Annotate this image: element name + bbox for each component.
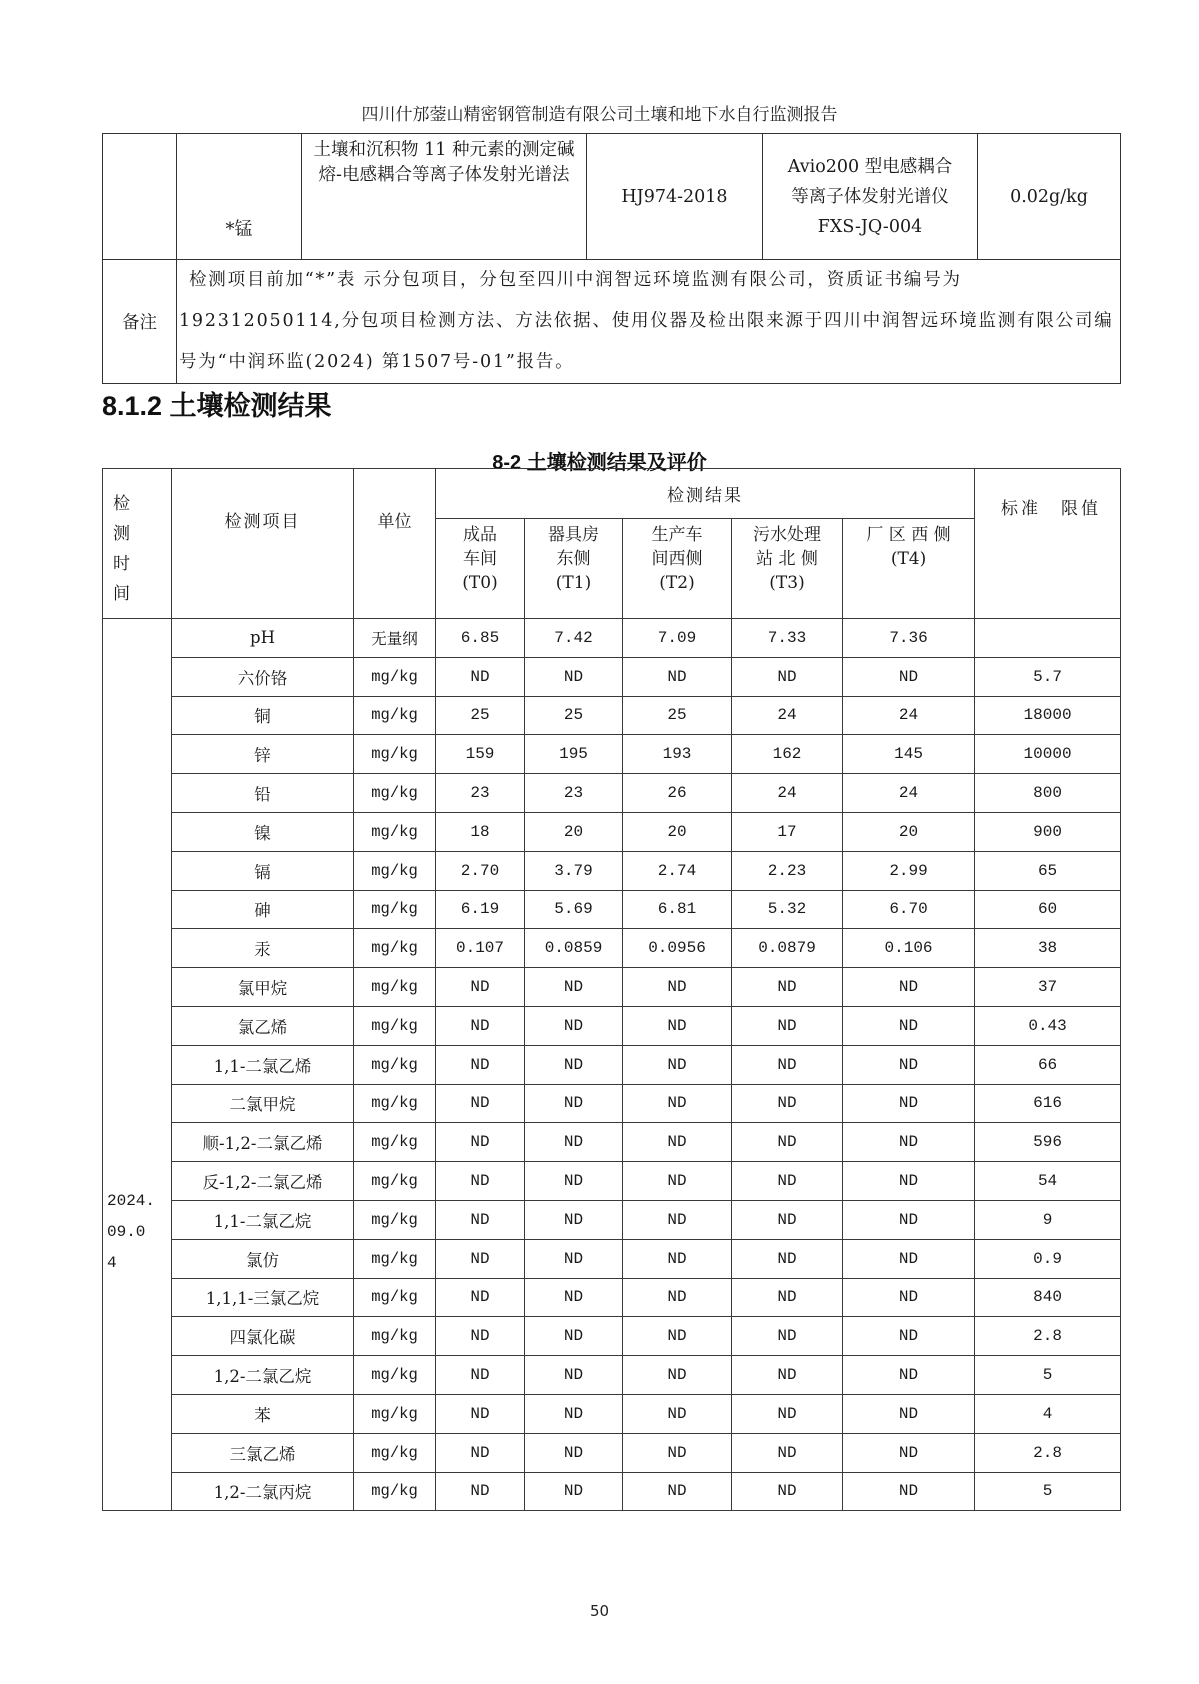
standard-value: 37	[975, 968, 1121, 1007]
note-text	[177, 260, 1121, 384]
result-value: 6.85	[436, 619, 525, 658]
item-unit: mg/kg	[354, 1200, 436, 1239]
result-value: 0.0956	[623, 929, 732, 968]
result-value: 159	[436, 735, 525, 774]
result-value: ND	[623, 1394, 732, 1433]
result-value: 25	[436, 696, 525, 735]
item-unit: mg/kg	[354, 1472, 436, 1511]
result-value: 24	[732, 696, 843, 735]
result-value: 23	[525, 774, 623, 813]
result-value: 5.69	[525, 890, 623, 929]
table-row	[103, 812, 1121, 851]
result-value: 2.70	[436, 851, 525, 890]
result-value: 26	[623, 774, 732, 813]
result-value: 2.99	[843, 851, 975, 890]
table-row	[103, 1472, 1121, 1511]
header-row	[103, 469, 1121, 519]
result-value: 7.36	[843, 619, 975, 658]
result-value: 7.09	[623, 619, 732, 658]
method-instrument	[763, 134, 978, 260]
table-row	[103, 1394, 1121, 1433]
item-unit: mg/kg	[354, 1006, 436, 1045]
result-value: ND	[525, 1278, 623, 1317]
header-site-code: (T1)	[555, 573, 592, 593]
standard-value: 840	[975, 1278, 1121, 1317]
item-name: 苯	[172, 1394, 354, 1433]
result-value: 0.0879	[732, 929, 843, 968]
result-value: 193	[623, 735, 732, 774]
header-date-char: 检	[113, 494, 130, 514]
table-row	[103, 851, 1121, 890]
result-value: 162	[732, 735, 843, 774]
item-unit: mg/kg	[354, 812, 436, 851]
result-value: 2.23	[732, 851, 843, 890]
standard-value: 5	[975, 1472, 1121, 1511]
standard-value: 800	[975, 774, 1121, 813]
result-value: ND	[732, 1200, 843, 1239]
result-value: ND	[843, 1084, 975, 1123]
result-value: ND	[436, 968, 525, 1007]
result-value: ND	[436, 1045, 525, 1084]
item-name: 二氯甲烷	[172, 1084, 354, 1123]
result-value: ND	[525, 968, 623, 1007]
result-value: ND	[843, 1394, 975, 1433]
result-value: ND	[436, 1006, 525, 1045]
result-value: ND	[436, 657, 525, 696]
table-row	[103, 1317, 1121, 1356]
header-site-code: (T3)	[769, 573, 805, 593]
result-value: ND	[843, 968, 975, 1007]
header-site-line1: 成品	[463, 525, 497, 545]
page-header: 四川什邡蓥山精密钢管制造有限公司土壤和地下水自行监测报告	[361, 105, 838, 125]
result-value: ND	[623, 1356, 732, 1395]
standard-value: 5	[975, 1356, 1121, 1395]
empty-cell	[103, 134, 177, 260]
result-value: ND	[732, 1239, 843, 1278]
header-site	[732, 519, 843, 619]
result-value: ND	[525, 1239, 623, 1278]
result-value: ND	[843, 1356, 975, 1395]
item-name: 1,2-二氯丙烷	[172, 1472, 354, 1511]
result-value: ND	[623, 1433, 732, 1472]
item-name: 反-1,2-二氯乙烯	[172, 1162, 354, 1201]
item-unit: 无量纲	[354, 619, 436, 658]
result-table	[102, 468, 1121, 1511]
item-unit: mg/kg	[354, 1239, 436, 1278]
standard-value: 2.8	[975, 1317, 1121, 1356]
item-name: 铅	[172, 774, 354, 813]
header-site-line2: 车间	[463, 549, 497, 569]
date-line: 09.0	[107, 1222, 146, 1241]
result-value: 6.19	[436, 890, 525, 929]
header-site	[525, 519, 623, 619]
method-table	[102, 133, 1121, 384]
result-value: ND	[436, 1278, 525, 1317]
item-unit: mg/kg	[354, 1317, 436, 1356]
item-name: 铜	[172, 696, 354, 735]
table-row	[103, 619, 1121, 658]
item-unit: mg/kg	[354, 735, 436, 774]
result-value: ND	[525, 1045, 623, 1084]
header-site-line1: 厂 区 西 侧	[866, 525, 951, 545]
standard-value: 9	[975, 1200, 1121, 1239]
item-name: 1,1-二氯乙烯	[172, 1045, 354, 1084]
result-value: 7.33	[732, 619, 843, 658]
result-value: ND	[436, 1123, 525, 1162]
instrument-line: Avio200 型电感耦合	[787, 156, 953, 177]
result-value: ND	[436, 1356, 525, 1395]
item-unit: mg/kg	[354, 890, 436, 929]
result-value: 20	[843, 812, 975, 851]
result-value: ND	[843, 1433, 975, 1472]
method-detection-limit: 0.02g/kg	[978, 134, 1121, 260]
page-number: 50	[589, 1602, 610, 1620]
section-heading: 8.1.2 土壤检测结果	[102, 391, 332, 421]
result-value: ND	[843, 1123, 975, 1162]
instrument-line: 等离子体发射光谱仪	[791, 186, 949, 207]
result-value: ND	[525, 1084, 623, 1123]
result-value: ND	[436, 1472, 525, 1511]
table-row	[103, 657, 1121, 696]
result-value: ND	[843, 1045, 975, 1084]
result-value: ND	[732, 1162, 843, 1201]
standard-value: 66	[975, 1045, 1121, 1084]
result-value: ND	[732, 1045, 843, 1084]
header-unit: 单位	[354, 469, 436, 619]
item-name: 六价铬	[172, 657, 354, 696]
table-row	[103, 1123, 1121, 1162]
result-value: ND	[525, 657, 623, 696]
header-site-line2: 东侧	[556, 549, 591, 569]
result-value: ND	[525, 1394, 623, 1433]
result-value: ND	[623, 1006, 732, 1045]
result-value: 24	[843, 696, 975, 735]
header-site-code: (T0)	[462, 573, 498, 593]
result-value: ND	[436, 1394, 525, 1433]
table-row	[103, 1084, 1121, 1123]
result-value: ND	[623, 1162, 732, 1201]
standard-value: 2.8	[975, 1433, 1121, 1472]
item-name: pH	[172, 619, 354, 658]
item-name: 1,2-二氯乙烷	[172, 1356, 354, 1395]
result-value: ND	[525, 1006, 623, 1045]
table-row	[103, 1356, 1121, 1395]
result-value: ND	[436, 1317, 525, 1356]
header-date	[103, 469, 172, 619]
result-value: 7.42	[525, 619, 623, 658]
standard-value: 65	[975, 851, 1121, 890]
header-site-line1: 生产车	[651, 525, 703, 545]
result-value: ND	[732, 657, 843, 696]
result-value: 17	[732, 812, 843, 851]
item-unit: mg/kg	[354, 1278, 436, 1317]
table-row	[103, 1045, 1121, 1084]
result-value: ND	[525, 1356, 623, 1395]
result-value: ND	[623, 1084, 732, 1123]
header-standard: 标准 限值	[975, 469, 1121, 619]
result-value: ND	[623, 1472, 732, 1511]
standard-value: 54	[975, 1162, 1121, 1201]
result-value: ND	[525, 1317, 623, 1356]
standard-value: 18000	[975, 696, 1121, 735]
table-title: 8-2 土壤检测结果及评价	[492, 452, 707, 474]
result-value: ND	[732, 968, 843, 1007]
item-unit: mg/kg	[354, 696, 436, 735]
method-row	[103, 134, 1121, 260]
result-value: ND	[436, 1239, 525, 1278]
result-value: 3.79	[525, 851, 623, 890]
result-value: 18	[436, 812, 525, 851]
item-unit: mg/kg	[354, 968, 436, 1007]
result-value: 6.81	[623, 890, 732, 929]
table-row	[103, 1278, 1121, 1317]
result-value: ND	[732, 1433, 843, 1472]
standard-value: 38	[975, 929, 1121, 968]
item-unit: mg/kg	[354, 929, 436, 968]
standard-value: 0.9	[975, 1239, 1121, 1278]
result-value: ND	[525, 1162, 623, 1201]
standard-value: 596	[975, 1123, 1121, 1162]
item-name: 镉	[172, 851, 354, 890]
result-value: 24	[843, 774, 975, 813]
result-value: 24	[732, 774, 843, 813]
standard-value: 616	[975, 1084, 1121, 1123]
result-value: ND	[843, 1239, 975, 1278]
item-name: 顺-1,2-二氯乙烯	[172, 1123, 354, 1162]
header-item: 检测项目	[172, 469, 354, 619]
result-value: ND	[623, 1200, 732, 1239]
result-value: 5.32	[732, 890, 843, 929]
result-value: ND	[732, 1472, 843, 1511]
standard-value: 10000	[975, 735, 1121, 774]
result-value: 0.0859	[525, 929, 623, 968]
table-row	[103, 1006, 1121, 1045]
standard-value: 5.7	[975, 657, 1121, 696]
result-value: ND	[623, 1278, 732, 1317]
item-unit: mg/kg	[354, 1162, 436, 1201]
item-unit: mg/kg	[354, 851, 436, 890]
header-site-code: (T4)	[890, 549, 927, 569]
header-site	[623, 519, 732, 619]
item-unit: mg/kg	[354, 1084, 436, 1123]
item-unit: mg/kg	[354, 1394, 436, 1433]
method-standard: HJ974-2018	[587, 134, 763, 260]
result-value: ND	[623, 1317, 732, 1356]
result-value: ND	[436, 1162, 525, 1201]
header-site-code: (T2)	[659, 573, 695, 593]
item-unit: mg/kg	[354, 774, 436, 813]
result-value: 20	[623, 812, 732, 851]
result-value: ND	[525, 1472, 623, 1511]
item-unit: mg/kg	[354, 1356, 436, 1395]
item-name: 氯仿	[172, 1239, 354, 1278]
header-site-line2: 站 北 侧	[756, 549, 818, 569]
header-site-line2: 间西侧	[651, 549, 703, 569]
item-name: 四氯化碳	[172, 1317, 354, 1356]
table-row	[103, 890, 1121, 929]
result-value: ND	[843, 1278, 975, 1317]
method-item: *锰	[177, 134, 302, 260]
result-value: ND	[843, 1162, 975, 1201]
standard-value: 4	[975, 1394, 1121, 1433]
result-value: ND	[623, 657, 732, 696]
note-row	[103, 260, 1121, 384]
result-value: 25	[525, 696, 623, 735]
table-row	[103, 735, 1121, 774]
result-value: 20	[525, 812, 623, 851]
result-value: ND	[623, 1045, 732, 1084]
item-unit: mg/kg	[354, 657, 436, 696]
result-value: ND	[525, 1433, 623, 1472]
result-value: ND	[623, 1123, 732, 1162]
table-row	[103, 1433, 1121, 1472]
result-value: ND	[732, 1006, 843, 1045]
item-name: 1,1,1-三氯乙烷	[172, 1278, 354, 1317]
header-site-line1: 污水处理	[753, 525, 821, 545]
result-value: ND	[843, 1006, 975, 1045]
method-name: 土壤和沉积物 11 种元素的测定碱熔-电感耦合等离子体发射光谱法	[302, 134, 587, 260]
result-value: ND	[525, 1123, 623, 1162]
standard-value: 900	[975, 812, 1121, 851]
result-value: ND	[732, 1356, 843, 1395]
result-value: 6.70	[843, 890, 975, 929]
table-row	[103, 1162, 1121, 1201]
result-value: ND	[843, 1472, 975, 1511]
item-name: 锌	[172, 735, 354, 774]
result-value: 25	[623, 696, 732, 735]
result-value: ND	[732, 1084, 843, 1123]
item-unit: mg/kg	[354, 1045, 436, 1084]
result-value: ND	[436, 1433, 525, 1472]
result-value: ND	[436, 1200, 525, 1239]
standard-value: 0.43	[975, 1006, 1121, 1045]
table-row	[103, 929, 1121, 968]
standard-value	[975, 619, 1121, 658]
note-label: 备注	[103, 260, 177, 384]
result-value: ND	[732, 1278, 843, 1317]
date-cell	[103, 619, 172, 1511]
result-value: ND	[732, 1317, 843, 1356]
header-date-char: 间	[113, 584, 130, 604]
result-value: ND	[732, 1123, 843, 1162]
item-name: 三氯乙烯	[172, 1433, 354, 1472]
header-result-group: 检测结果	[436, 469, 975, 519]
result-value: ND	[436, 1084, 525, 1123]
table-row	[103, 1200, 1121, 1239]
header-date-char: 测	[113, 524, 130, 544]
item-name: 砷	[172, 890, 354, 929]
standard-value: 60	[975, 890, 1121, 929]
result-value: ND	[623, 1239, 732, 1278]
table-row	[103, 696, 1121, 735]
result-value: 2.74	[623, 851, 732, 890]
result-value: ND	[843, 657, 975, 696]
result-value: ND	[843, 1200, 975, 1239]
table-row	[103, 774, 1121, 813]
result-value: 145	[843, 735, 975, 774]
result-value: 0.106	[843, 929, 975, 968]
result-value: ND	[525, 1200, 623, 1239]
item-name: 汞	[172, 929, 354, 968]
item-unit: mg/kg	[354, 1123, 436, 1162]
item-unit: mg/kg	[354, 1433, 436, 1472]
result-value: 195	[525, 735, 623, 774]
note-body: 检测项目前加“*”表 示分包项目，分包至四川中润智远环境监测有限公司，资质证书编号为192312050114,分包项目检测方法、方法依据、使用仪器及检出限来源于四川中润智远环境监测有限公司编号为“中润环监(2024) 第1507号-01”报告。	[179, 270, 1114, 372]
item-name: 氯甲烷	[172, 968, 354, 1007]
result-value: ND	[732, 1394, 843, 1433]
table-row	[103, 968, 1121, 1007]
result-value: ND	[623, 968, 732, 1007]
date-line: 4	[107, 1253, 117, 1272]
header-site	[843, 519, 975, 619]
header-site	[436, 519, 525, 619]
item-name: 1,1-二氯乙烷	[172, 1200, 354, 1239]
header-date-char: 时	[113, 554, 130, 574]
result-value: 23	[436, 774, 525, 813]
item-name: 氯乙烯	[172, 1006, 354, 1045]
result-value: 0.107	[436, 929, 525, 968]
table-row	[103, 1239, 1121, 1278]
instrument-line: FXS-JQ-004	[817, 216, 923, 237]
result-value: ND	[843, 1317, 975, 1356]
date-line: 2024.	[107, 1191, 156, 1210]
header-site-line1: 器具房	[548, 525, 599, 545]
item-name: 镍	[172, 812, 354, 851]
